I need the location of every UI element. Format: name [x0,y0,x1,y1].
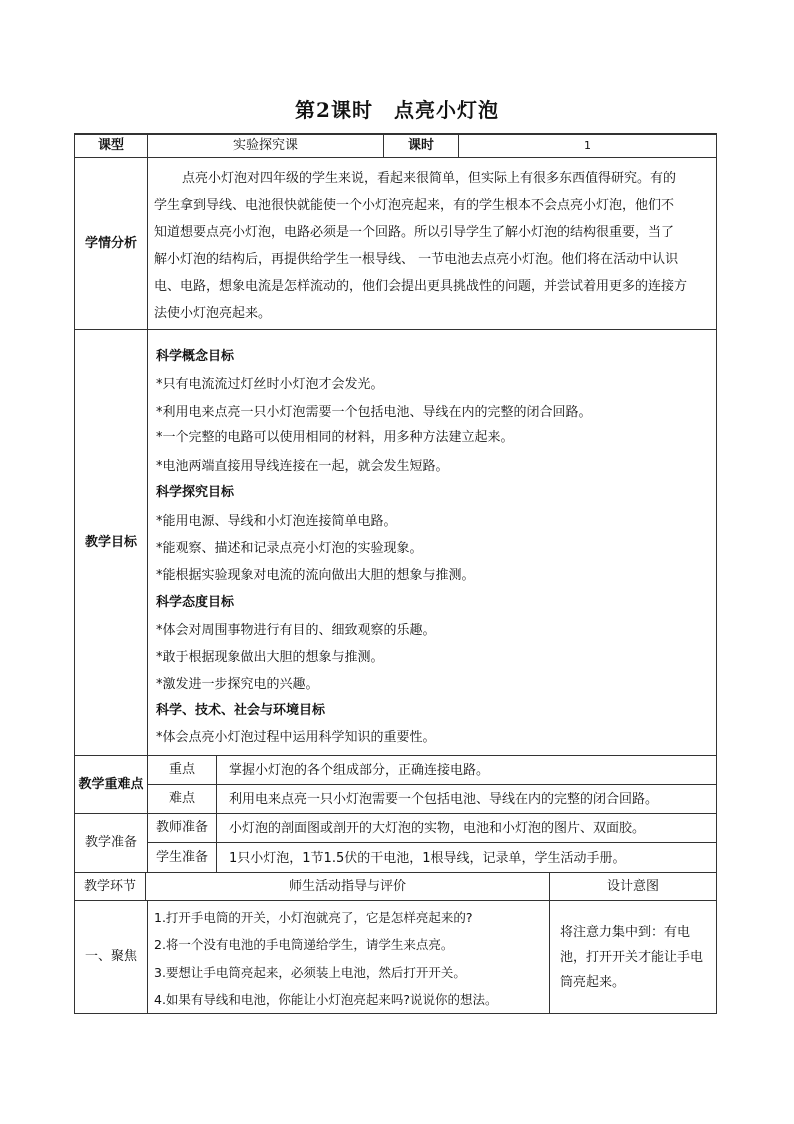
design-intent [560,920,712,995]
focus-label: 重点 [168,762,195,778]
goal-item: *利用电来点亮一只小灯泡需要一个包括电池、导线在内的完整的闭合回路。 [156,405,592,420]
difficulty-label: 难点 [168,791,195,807]
activity-step: 1.打开手电筒的开关，小灯泡就亮了，它是怎样亮起来的? [154,910,473,925]
intent-line: 池，打开开关才能让手电 [560,950,704,965]
activity-step: 3.要想让手电筒亮起来，必须装上电池，然后打开开关。 [154,965,466,980]
type-label: 课型 [97,138,124,154]
attitude-goals-heading: 科学态度目标 [156,595,235,610]
analysis-label: 学情分析 [84,235,137,251]
difficulty-value: 利用电来点亮一只小灯泡需要一个包括电池、导线在内的完整的闭合回路。 [229,792,659,807]
goal-item: *能观察、描述和记录点亮小灯泡的实验现象。 [156,541,423,556]
concept-goals-heading: 科学概念目标 [156,349,235,364]
analysis-line: 法使小灯泡亮起来。 [154,306,272,321]
goal-item: *能用电源、导线和小灯泡连接简单电路。 [156,514,397,529]
activity-step: 2.将一个没有电池的手电筒递给学生，请学生来点亮。 [154,937,454,952]
sts-goals-heading: 科学、技术、社会与环境目标 [156,703,326,718]
goal-item: *电池两端直接用导线连接在一起，就会发生短路。 [156,459,449,474]
stage-focus: 一、聚焦 [84,949,137,965]
intent-line: 将注意力集中到：有电 [560,925,691,940]
activity-step: 4.如果有导线和电池，你能让小灯泡亮起来吗?说说你的想法。 [154,992,498,1007]
goal-item: *只有电流流过灯丝时小灯泡才会发光。 [156,377,384,392]
analysis-line: 解小灯泡的结构后，再提供给学生一根导线、 一节电池去点亮小灯泡。他们将在活动中认识 [154,252,679,267]
analysis-line: 点亮小灯泡对四年级的学生来说，看起来很简单，但实际上有很多东西值得研究。有的 [182,171,677,186]
teacher-prep-value: 小灯泡的剖面图或剖开的大灯泡的实物，电池和小灯泡的图片、双面胶。 [229,821,646,836]
analysis-line: 知道想要点亮小灯泡，电路必须是一个回路。所以引导学生了解小灯泡的结构很重要，当了 [154,225,675,240]
intent-column-header: 设计意图 [606,878,659,894]
page-title: 第2课时 点亮小灯泡 [295,98,499,122]
goal-item: *能根据实验现象对电流的流向做出大胆的想象与推测。 [156,568,475,583]
stage-column-header: 教学环节 [83,878,136,894]
prep-label: 教学准备 [84,835,137,851]
goals-label: 教学目标 [84,534,137,550]
key-points-label: 教学重难点 [78,776,144,792]
goal-item: *一个完整的电路可以使用相同的材料，用多种方法建立起来。 [156,430,514,445]
analysis-line: 学生拿到导线、电池很快就能使一个小灯泡亮起来，有的学生根本不会点亮小灯泡，他们不 [154,198,675,213]
goal-item: *敢于根据现象做出大胆的想象与推测。 [156,650,384,665]
analysis-text [154,165,714,327]
inquiry-goals-heading: 科学探究目标 [156,485,235,500]
analysis-line: 电、电路，想象电流是怎样流动的，他们会提出更具挑战性的问题，并尝试着用更多的连接方 [154,279,688,294]
goal-item: *体会点亮小灯泡过程中运用科学知识的重要性。 [156,730,436,745]
goal-item: *体会对周围事物进行有目的、细致观察的乐趣。 [156,623,436,638]
type-value: 实验探究课 [232,138,298,154]
focus-value: 掌握小灯泡的各个组成部分，正确连接电路。 [229,763,490,778]
intent-line: 筒亮起来。 [560,975,626,990]
activity-column-header: 师生活动指导与评价 [288,878,406,894]
student-prep-label: 学生准备 [155,849,208,865]
period-label: 课时 [407,138,434,154]
teacher-prep-label: 教师准备 [155,820,208,836]
goal-item: *激发进一步探究电的兴趣。 [156,677,319,692]
student-prep-value: 1只小灯泡，1节1.5伏的干电池，1根导线，记录单，学生活动手册。 [229,851,626,866]
period-value: 1 [584,139,591,153]
